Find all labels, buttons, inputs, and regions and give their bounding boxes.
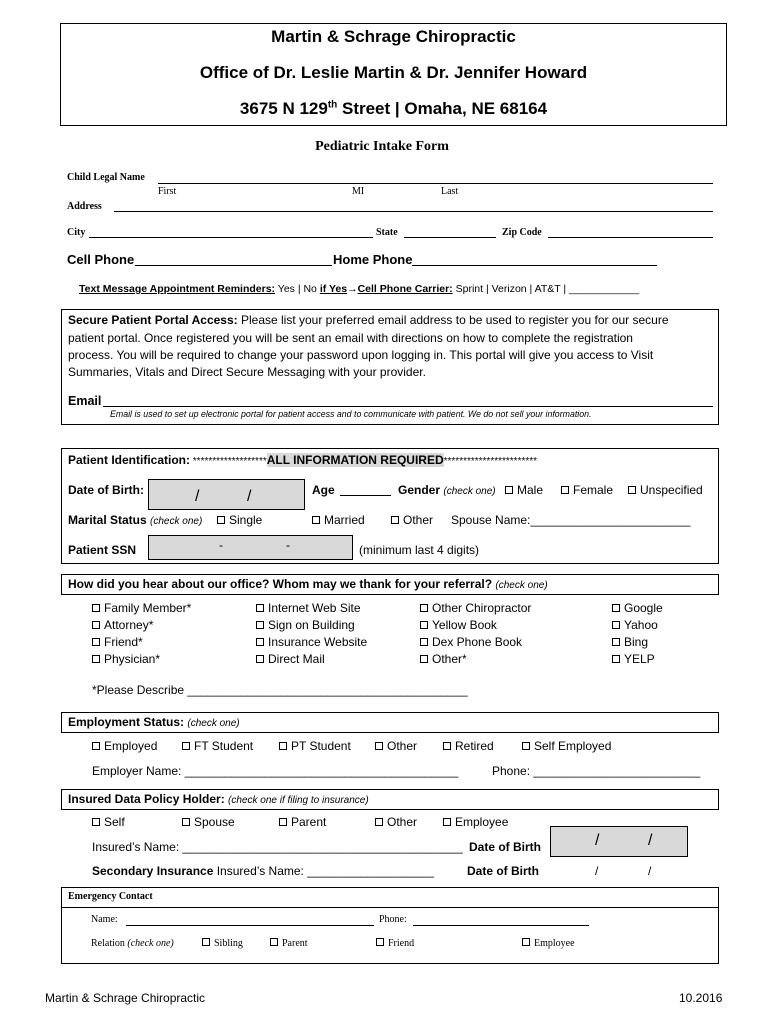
checkbox-icon[interactable]: [182, 818, 190, 826]
portal-label: Secure Patient Portal Access:: [68, 313, 238, 327]
checkbox-icon[interactable]: [612, 621, 620, 629]
referral-option[interactable]: Other Chiropractor: [420, 601, 531, 615]
portal-line-2: patient portal. Once registered you will be sent an email with directions on how to complete the registration: [68, 331, 633, 345]
checkbox-icon[interactable]: [92, 655, 100, 663]
gender-label: Gender (check one): [398, 483, 496, 497]
state-label: State: [376, 227, 398, 238]
address-label: Address: [67, 201, 102, 212]
insured-other[interactable]: Other: [375, 815, 417, 829]
dob-field[interactable]: [148, 479, 305, 510]
ssn-field[interactable]: [148, 535, 353, 560]
child-name-label: Child Legal Name: [67, 172, 145, 183]
cell-phone-label: Cell Phone: [67, 252, 135, 267]
checkbox-icon[interactable]: [420, 638, 428, 646]
employment-retired[interactable]: Retired: [443, 739, 494, 753]
mi-label: MI: [352, 186, 365, 197]
checkbox-icon[interactable]: [256, 621, 264, 629]
referral-option[interactable]: Attorney*: [92, 618, 153, 632]
city-label: City: [67, 227, 86, 238]
checkbox-icon[interactable]: [92, 621, 100, 629]
text-yes-no[interactable]: Yes | No: [275, 283, 317, 295]
checkbox-icon[interactable]: [420, 604, 428, 612]
checkbox-icon[interactable]: [256, 604, 264, 612]
address-field[interactable]: [114, 211, 713, 212]
referral-option[interactable]: Yahoo: [612, 618, 658, 632]
relation-parent[interactable]: Parent: [270, 938, 308, 949]
insured-dob-slash-2: /: [648, 832, 653, 849]
checkbox-icon[interactable]: [505, 486, 513, 494]
checkbox-icon[interactable]: [561, 486, 569, 494]
relation-sibling[interactable]: Sibling: [202, 938, 243, 949]
dob-label: Date of Birth:: [68, 483, 144, 497]
referral-option[interactable]: Family Member*: [92, 601, 191, 615]
checkbox-icon[interactable]: [217, 516, 225, 524]
checkbox-icon[interactable]: [256, 655, 264, 663]
marital-other[interactable]: Other: [391, 513, 433, 527]
employer-name-field[interactable]: Employer Name: _________________________________________: [92, 764, 459, 778]
insured-employee[interactable]: Employee: [443, 815, 508, 829]
referral-option[interactable]: Google: [612, 601, 663, 615]
referral-option[interactable]: Physician*: [92, 652, 160, 666]
checkbox-icon[interactable]: [420, 621, 428, 629]
marital-married[interactable]: Married: [312, 513, 365, 527]
referral-option[interactable]: Yellow Book: [420, 618, 497, 632]
checkbox-icon[interactable]: [443, 818, 451, 826]
marital-label: Marital Status (check one): [68, 513, 203, 527]
arrow-right-icon: →: [347, 283, 358, 295]
ssn-dash-1: -: [219, 538, 223, 552]
city-field[interactable]: [89, 237, 373, 238]
checkbox-icon[interactable]: [612, 638, 620, 646]
checkbox-icon[interactable]: [92, 604, 100, 612]
relation-label: Relation (check one): [91, 938, 174, 949]
office-doctors: Office of Dr. Leslie Martin & Dr. Jennifer Howard: [199, 63, 588, 82]
if-yes-label: if Yes: [319, 283, 348, 295]
referral-option[interactable]: Bing: [612, 635, 648, 649]
checkbox-icon[interactable]: [612, 604, 620, 612]
emergency-name-field[interactable]: [126, 925, 374, 926]
emergency-phone-field[interactable]: [413, 925, 589, 926]
checkbox-icon[interactable]: [612, 655, 620, 663]
age-field[interactable]: [340, 495, 391, 496]
checkbox-icon[interactable]: [522, 938, 530, 946]
insured-spouse[interactable]: Spouse: [182, 815, 235, 829]
insured-label: Insured Data Policy Holder: (check one if filing to insurance): [68, 792, 369, 806]
email-note: Email is used to set up electronic portal for patient access and to communicate with patient. We do not sell your information.: [110, 409, 592, 419]
checkbox-icon[interactable]: [92, 742, 100, 750]
emergency-name-label: Name:: [91, 914, 118, 925]
employment-label: Employment Status: (check one): [68, 715, 240, 729]
checkbox-icon[interactable]: [270, 938, 278, 946]
referral-option[interactable]: Dex Phone Book: [420, 635, 522, 649]
gender-male[interactable]: Male: [505, 483, 543, 497]
employment-self-employed[interactable]: Self Employed: [522, 739, 611, 753]
dob-slash-2: /: [247, 488, 252, 505]
referral-option[interactable]: Direct Mail: [256, 652, 325, 666]
checkbox-icon[interactable]: [92, 818, 100, 826]
patient-id-header: Patient Identification: *******************ALL INFORMATION REQUIRED************************: [68, 453, 538, 467]
secondary-insured-field[interactable]: Secondary Insurance Insured’s Name: ___________________: [92, 864, 435, 878]
ssn-label: Patient SSN: [68, 543, 137, 557]
employment-other[interactable]: Other: [375, 739, 417, 753]
emergency-header-divider: [61, 907, 719, 908]
referral-option[interactable]: Sign on Building: [256, 618, 355, 632]
footer-practice: Martin & Schrage Chiropractic: [45, 991, 206, 1005]
practice-name: Martin & Schrage Chiropractic: [271, 27, 516, 46]
ssn-dash-2: -: [286, 538, 290, 552]
spouse-name-field[interactable]: Spouse Name:________________________: [451, 513, 691, 527]
email-field[interactable]: [103, 406, 713, 407]
gender-female[interactable]: Female: [561, 483, 613, 497]
age-label: Age: [312, 483, 335, 497]
referral-option[interactable]: Internet Web Site: [256, 601, 361, 615]
checkbox-icon[interactable]: [628, 486, 636, 494]
insured-dob-slash-1: /: [595, 832, 600, 849]
referral-option[interactable]: YELP: [612, 652, 655, 666]
carrier-label: Cell Phone Carrier:: [357, 283, 453, 295]
required-badge: ALL INFORMATION REQUIRED: [266, 453, 444, 467]
insured-dob-field[interactable]: [550, 826, 688, 857]
insured-self[interactable]: Self: [92, 815, 125, 829]
form-title: Pediatric Intake Form: [315, 139, 449, 154]
checkbox-icon[interactable]: [182, 742, 190, 750]
employment-employed[interactable]: Employed: [92, 739, 157, 753]
relation-friend[interactable]: Friend: [376, 938, 414, 949]
checkbox-icon[interactable]: [375, 742, 383, 750]
first-label: First: [158, 186, 177, 197]
office-address: 3675 N 129th Street | Omaha, NE 68164: [239, 99, 548, 118]
ssn-note: (minimum last 4 digits): [359, 543, 480, 557]
checkbox-icon[interactable]: [391, 516, 399, 524]
insured-dob-label: Date of Birth: [469, 840, 541, 854]
home-phone-label: Home Phone: [333, 252, 413, 267]
portal-line-1: Secure Patient Portal Access: Please list your preferred email address to be used to register you for our secure: [68, 313, 669, 327]
zip-field[interactable]: [548, 237, 713, 238]
cell-phone-field[interactable]: [135, 265, 332, 266]
secondary-dob-label: Date of Birth: [467, 864, 539, 878]
checkbox-icon[interactable]: [202, 938, 210, 946]
checkbox-icon[interactable]: [420, 655, 428, 663]
employer-phone-field[interactable]: Phone: _________________________: [492, 764, 701, 778]
checkbox-icon[interactable]: [279, 818, 287, 826]
insured-parent[interactable]: Parent: [279, 815, 326, 829]
please-describe-field[interactable]: *Please Describe __________________________________________: [92, 683, 468, 697]
referral-option[interactable]: Friend*: [92, 635, 143, 649]
email-label: Email: [68, 394, 102, 408]
employment-ft-student[interactable]: FT Student: [182, 739, 253, 753]
carrier-options[interactable]: Sprint | Verizon | AT&T | ____________: [452, 283, 640, 295]
referral-option[interactable]: Other*: [420, 652, 467, 666]
checkbox-icon[interactable]: [256, 638, 264, 646]
emergency-label: Emergency Contact: [68, 891, 153, 902]
employment-pt-student[interactable]: PT Student: [279, 739, 351, 753]
last-label: Last: [441, 186, 459, 197]
text-reminder-row: [79, 283, 639, 295]
home-phone-field[interactable]: [412, 265, 657, 266]
footer-version: 10.2016: [679, 991, 723, 1005]
checkbox-icon[interactable]: [376, 938, 384, 946]
portal-line-4: Summaries, Vitals and Direct Secure Messaging with your provider.: [68, 365, 426, 379]
gender-unspecified[interactable]: Unspecified: [628, 483, 703, 497]
checkbox-icon[interactable]: [522, 742, 530, 750]
insured-name-field[interactable]: Insured’s Name: __________________________________________: [92, 840, 463, 854]
state-field[interactable]: [404, 237, 496, 238]
zip-label: Zip Code: [502, 227, 542, 238]
marital-single[interactable]: Single: [217, 513, 262, 527]
child-name-field[interactable]: [158, 183, 713, 184]
checkbox-icon[interactable]: [312, 516, 320, 524]
secondary-dob-slash-2[interactable]: /: [648, 864, 652, 878]
checkbox-icon[interactable]: [443, 742, 451, 750]
emergency-phone-label: Phone:: [379, 914, 407, 925]
secondary-dob-slash-1[interactable]: /: [595, 864, 599, 878]
relation-employee[interactable]: Employee: [522, 938, 575, 949]
text-reminder-label: Text Message Appointment Reminders:: [79, 283, 276, 295]
portal-line-3: process. You will be required to change your password upon logging in. This portal will give you access to Visit: [68, 348, 654, 362]
referral-option[interactable]: Insurance Website: [256, 635, 367, 649]
checkbox-icon[interactable]: [375, 818, 383, 826]
dob-slash-1: /: [195, 488, 200, 505]
checkbox-icon[interactable]: [279, 742, 287, 750]
referral-question: How did you hear about our office? Whom may we thank for your referral? (check one): [68, 577, 548, 591]
checkbox-icon[interactable]: [92, 638, 100, 646]
